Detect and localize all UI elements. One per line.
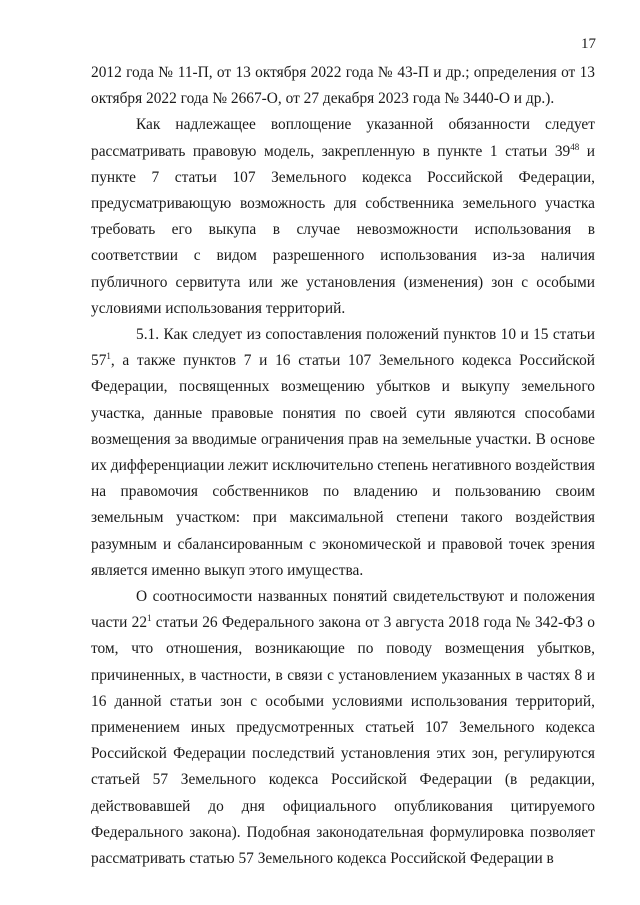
article-superscript: 1: [147, 613, 152, 624]
paragraph-text: статьи 26 Федерального закона от 3 августа 2018 года № 342-ФЗ о том, что отношения, возникающие по поводу возмещения убытков, причиненных, в частности, в связи с установлением указанных в частях 8 и 16 данной статьи зон с особыми условиями использования территорий, применением иных предусмотренных статьей 107 Земельного кодекса Российской Федерации последствий установления этих зон, регулируются статьей 57 Земельного кодекса Российской Федерации (в редакции, действовавшей до дня официального опубликования цитируемого Федерального закона). Подобная законодательная формулировка позволяет рассматривать статью 57 Земельного кодекса Российской Федерации в: [91, 614, 595, 868]
paragraph-4: [91, 584, 595, 872]
document-body: [91, 60, 595, 872]
paragraph-2: [91, 112, 595, 322]
paragraph-text: Как надлежащее воплощение указанной обязанности следует рассматривать правовую модель, закрепленную в пункте 1 статьи 39: [91, 116, 595, 160]
paragraph-text: , а также пунктов 7 и 16 статьи 107 Земельного кодекса Российской Федерации, посвященных возмещению убытков и выкупу земельного участка, данные правовые понятия по своей сути являются способами возмещения за вводимые ограничения прав на земельные участки. В основе их дифференциации лежит исключительно степень негативного воздействия на правомочия собственников по владению и пользованию своим земельным участком: при максимальной степени такого воздействия разумным и сбалансированным с экономической и правовой точек зрения является именно выкуп этого имущества.: [91, 352, 595, 579]
paragraph-text: 5.1. Как следует из сопоставления положений пунктов 10 и 15 статьи 57: [91, 326, 595, 370]
page-number: 17: [581, 36, 596, 52]
paragraph-text: и пункте 7 статьи 107 Земельного кодекса Российской Федерации, предусматривающую возможность для собственника земельного участка требовать его выкупа в случае невозможности использования в соответствии с видом разрешенного использования из-за наличия публичного сервитута или же установления (изменения) зон с особыми условиями использования территорий.: [91, 142, 595, 317]
footnote-superscript: 48: [570, 141, 580, 152]
paragraph-1: [91, 60, 595, 112]
article-superscript: 1: [106, 351, 111, 362]
paragraph-text: 2012 года № 11-П, от 13 октября 2022 года № 43-П и др.; определения от 13 октября 2022 года № 2667-О, от 27 декабря 2023 года № 3440-О и др.).: [91, 64, 595, 108]
paragraph-3: [91, 322, 595, 584]
paragraph-text: О соотносимости названных понятий свидетельствуют и положения части 22: [91, 588, 595, 632]
